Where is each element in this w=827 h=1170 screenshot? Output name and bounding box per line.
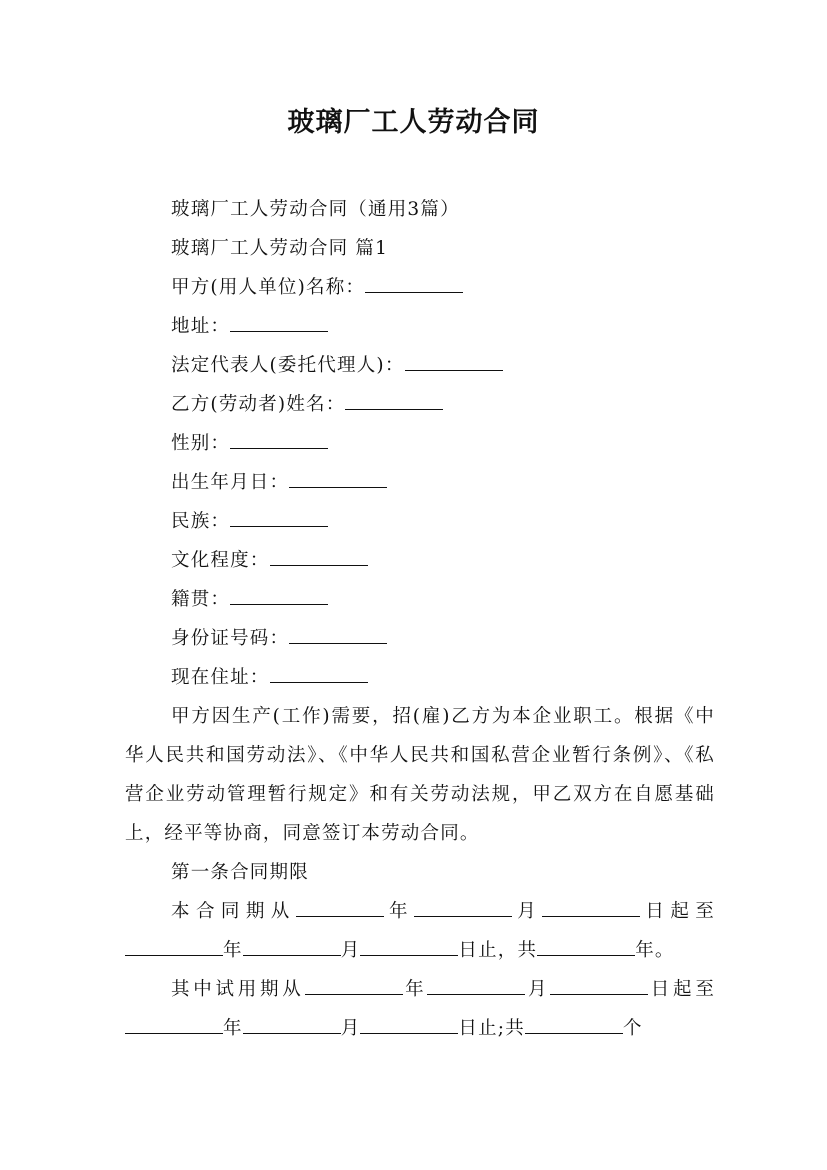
unit-label: 个	[622, 1018, 643, 1039]
blank-line	[243, 954, 341, 956]
blank-line	[125, 954, 223, 956]
article-heading: 第一条合同期限	[171, 862, 309, 883]
field-label: 地址：	[171, 316, 231, 337]
blank-line	[427, 993, 525, 995]
field-label: 甲方(用人单位)名称：	[171, 277, 366, 298]
field-party-a-name	[125, 268, 715, 307]
blank-line	[537, 954, 635, 956]
blank-line	[270, 564, 368, 566]
field-id-number	[125, 619, 715, 658]
intro-paragraph: 甲方因生产(工作)需要，招(雇)乙方为本企业职工。根据《中华人民共和国劳动法》、《中华人民共和国私营企业暂行条例》、《私营企业劳动管理暂行规定》和有关劳动法规，甲乙双方在自愿基础上，经平等协商，同意签订本劳动合同。	[125, 706, 715, 844]
to-label: 至	[695, 979, 716, 1000]
blank-line	[243, 1032, 341, 1034]
blank-line	[542, 915, 640, 917]
contract-term-clause	[125, 892, 715, 970]
document-body	[125, 190, 715, 1048]
month-label: 月	[340, 1018, 361, 1039]
blank-line	[525, 1032, 623, 1034]
field-education	[125, 541, 715, 580]
field-label: 文化程度：	[171, 550, 270, 571]
blank-line	[414, 915, 512, 917]
day-until-label: 日止，共	[458, 940, 538, 961]
blank-line	[365, 291, 463, 293]
field-label: 性别：	[171, 433, 231, 454]
field-hometown	[125, 580, 715, 619]
section-heading: 玻璃厂工人劳动合同 篇1	[171, 238, 389, 259]
subtitle: 玻璃厂工人劳动合同（通用3篇）	[171, 199, 460, 220]
blank-line	[360, 1032, 458, 1034]
blank-line	[305, 993, 403, 995]
blank-line	[230, 525, 328, 527]
blank-line	[296, 915, 384, 917]
field-ethnicity	[125, 502, 715, 541]
blank-line	[230, 330, 328, 332]
field-label: 籍贯：	[171, 589, 231, 610]
blank-line	[230, 447, 328, 449]
year-end-label: 年。	[635, 940, 675, 961]
blank-line	[125, 1032, 223, 1034]
month-label: 月	[340, 940, 361, 961]
blank-line	[270, 681, 368, 683]
field-current-address	[125, 658, 715, 697]
blank-line	[230, 603, 328, 605]
field-address	[125, 307, 715, 346]
day-until-label: 日止;共	[458, 1018, 525, 1039]
field-label: 现在住址：	[171, 667, 270, 688]
year-label: 年	[223, 940, 243, 961]
probation-prefix: 其中试用期从	[171, 979, 305, 1000]
blank-line	[360, 954, 458, 956]
field-gender	[125, 424, 715, 463]
field-label: 出生年月日：	[171, 472, 290, 493]
blank-line	[289, 486, 387, 488]
field-label: 法定代表人(委托代理人)：	[171, 355, 405, 376]
field-label: 民族：	[171, 511, 231, 532]
field-party-b-name	[125, 385, 715, 424]
year-label: 年	[383, 901, 414, 922]
blank-line	[405, 369, 503, 371]
page-title: 玻璃厂工人劳动合同	[287, 107, 540, 138]
field-label: 乙方(劳动者)姓名：	[171, 394, 346, 415]
term-prefix: 本合同期从	[171, 901, 296, 922]
field-birth-date	[125, 463, 715, 502]
blank-line	[550, 993, 648, 995]
year-label: 年	[402, 979, 428, 1000]
month-label: 月	[525, 979, 551, 1000]
year-label: 年	[223, 1018, 243, 1039]
day-from-label: 日起至	[640, 901, 715, 922]
day-from-label: 日起	[648, 979, 696, 1000]
field-legal-rep	[125, 346, 715, 385]
month-label: 月	[511, 901, 543, 922]
probation-clause	[125, 970, 715, 1048]
field-label: 身份证号码：	[171, 628, 290, 649]
blank-line	[289, 642, 387, 644]
blank-line	[345, 408, 443, 410]
